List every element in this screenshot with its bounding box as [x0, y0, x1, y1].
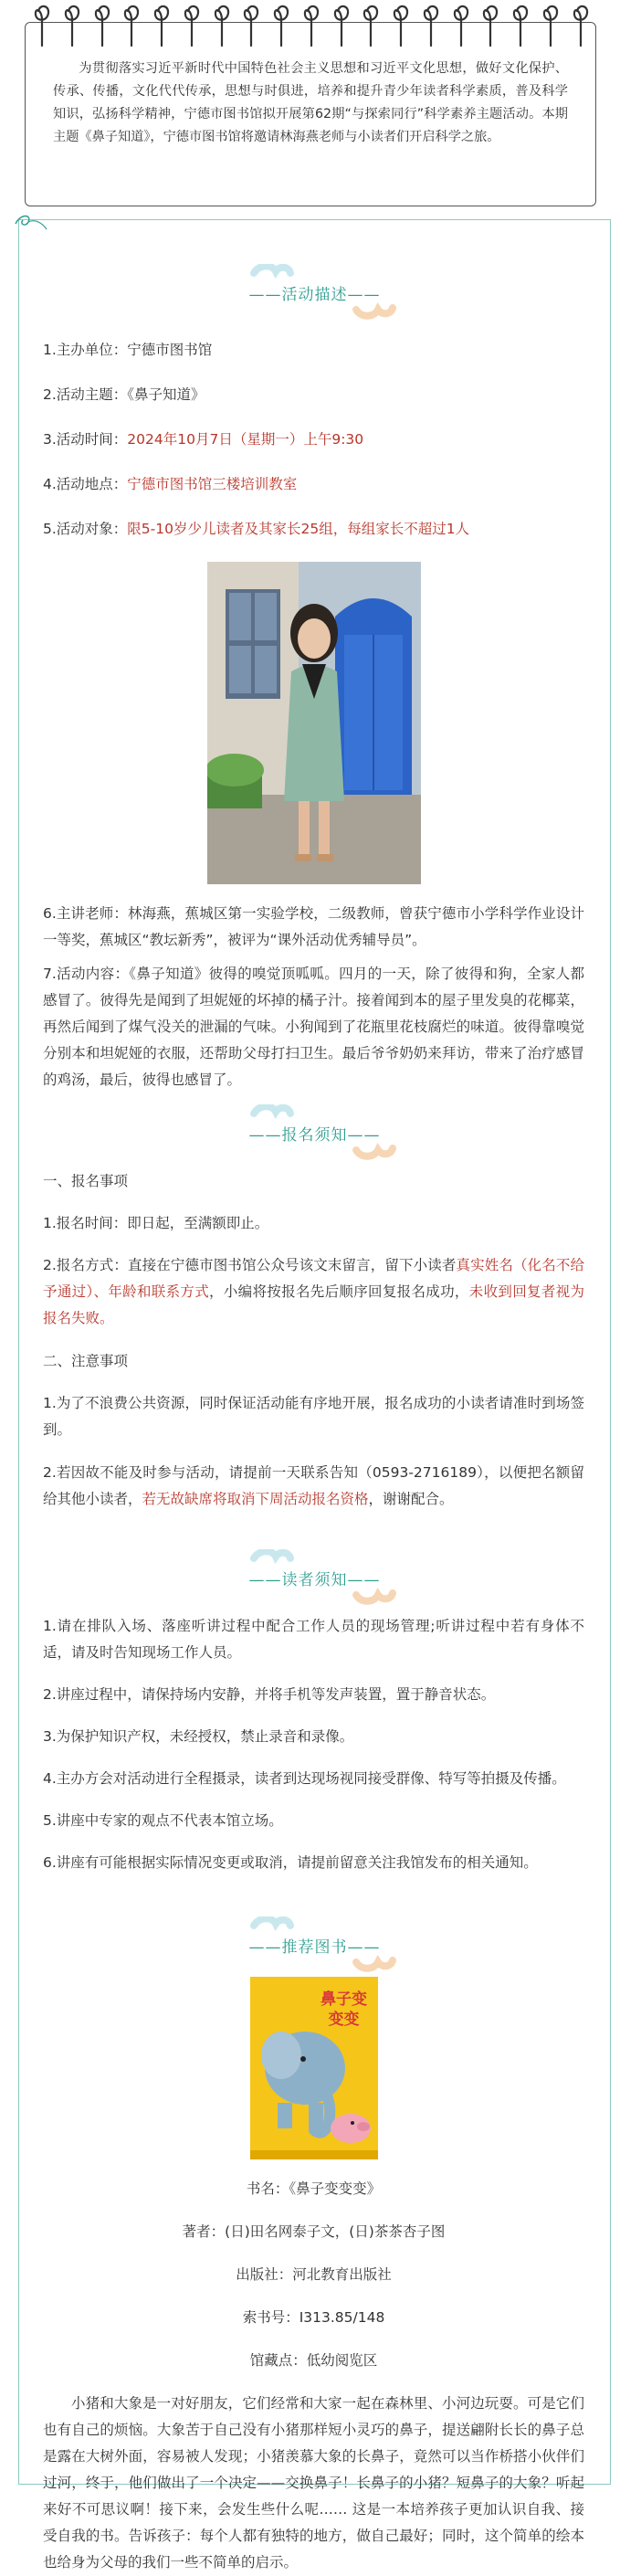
signup-details: [19, 1161, 610, 1513]
activity-heading-banner: [19, 264, 610, 321]
reader-note-5: 5.讲座中专家的观点不代表本馆立场。: [43, 1812, 283, 1829]
corner-swirl-icon: [12, 211, 48, 235]
signup-heading-banner: [19, 1104, 610, 1161]
signup-note-1: 1.为了不浪费公共资源，同时保证活动能有序地开展，报名成功的小读者请准时到场签到。: [43, 1395, 584, 1438]
reader-notes: [19, 1606, 610, 1876]
intro-text: 为贯彻落实习近平新时代中国特色社会主义思想和习近平文化思想，做好文化保护、传承、传播，文化代代传承，思想与时俱进，培养和提升青少年读者科学素质，普及科学知识，弘扬科学精神，宁德市图书馆拟开展第62期“与探索同行”科学素养主题活动。本期主题《鼻子知道》，宁德市图书馆将邀请林海燕老师与小读者们开启科学之旅。: [53, 61, 568, 144]
signup-section-1: 一、报名事项: [43, 1173, 129, 1189]
notebook-rings: [33, 4, 590, 49]
spiral-ring-icon: [33, 4, 51, 49]
spiral-ring-icon: [272, 4, 290, 49]
teacher-photo: [207, 562, 421, 884]
spiral-ring-icon: [122, 4, 141, 49]
signup-note-2: 2.若因故不能及时参与活动，请提前一天联系告知（0593-2716189），以便把名额留给其他小读者，若无故缺席将取消下周活动报名资格，谢谢配合。: [43, 1464, 584, 1507]
book-heading: ——推荐图书——: [248, 1938, 381, 1957]
book-location: 馆藏点：低幼阅览区: [249, 2352, 378, 2369]
book-author: 著者：(日)田名网泰子文，(日)茶茶杏子图: [182, 2223, 446, 2240]
reader-heading-banner: [19, 1549, 610, 1606]
audience-line: 5.活动对象：限5-10岁少儿读者及其家长25组，每组家长不超过1人: [43, 521, 470, 537]
spiral-ring-icon: [481, 4, 499, 49]
theme-line: 2.活动主题：《鼻子知道》: [43, 386, 205, 403]
spiral-ring-icon: [511, 4, 530, 49]
spiral-ring-icon: [93, 4, 111, 49]
reader-note-4: 4.主办方会对活动进行全程摄录，读者到达现场视同接受群像、特写等拍摄及传播。: [43, 1770, 566, 1787]
spiral-ring-icon: [541, 4, 560, 49]
time-line: 3.活动时间：2024年10月7日（星期一）上午9:30: [43, 431, 364, 448]
signup-method: 2.报名方式：直接在宁德市图书馆公众号该文末留言，留下小读者真实姓名（化名不给予通过）、年龄和联系方式，小编将按报名先后顺序回复报名成功，未收到回复者视为报名失败。: [43, 1257, 584, 1326]
spiral-ring-icon: [63, 4, 81, 49]
content-paragraph: 7.活动内容：《鼻子知道》彼得的嗅觉顶呱呱。四月的一天，除了彼得和狗，全家人都感冒了。彼得先是闻到了坦妮娅的坏掉的橘子汁。接着闻到本的屋子里发臭的花椰菜，再然后闻到了煤气没关的泄漏的气味。小狗闻到了花瓶里花枝腐烂的味道。彼得靠嗅觉分别本和坦妮娅的衣服，还帮助父母打扫卫生。最后爷爷奶奶来拜访，带来了治疗感冒的鸡汤，最后，彼得也感冒了。: [43, 966, 584, 1088]
spiral-ring-icon: [242, 4, 260, 49]
reader-note-6: 6.讲座有可能根据实际情况变更或取消，请提前留意关注我馆发布的相关通知。: [43, 1854, 538, 1871]
book-details: [19, 1973, 610, 2576]
spiral-ring-icon: [362, 4, 380, 49]
organizer-line: 1.主办单位：宁德市图书馆: [43, 342, 213, 358]
spiral-ring-icon: [392, 4, 410, 49]
reader-note-3: 3.为保护知识产权，未经授权，禁止录音和录像。: [43, 1728, 354, 1745]
book-publisher: 出版社：河北教育出版社: [236, 2266, 392, 2283]
spiral-ring-icon: [452, 4, 470, 49]
spiral-ring-icon: [183, 4, 201, 49]
activity-details: [19, 321, 610, 1093]
book-heading-banner: [19, 1916, 610, 1973]
book-summary: 小猪和大象是一对好朋友，它们经常和大家一起在森林里、小河边玩耍。可是它们也有自己的烦恼。大象苦于自己没有小猪那样短小灵巧的鼻子，提送翩附长长的鼻子总是露在大树外面，容易被人发现；小猪羡慕大象的长鼻子，竟然可以当作桥搭小伙伴们过河，终于，他们做出了一个决定——交换鼻子！长鼻子的小猪？短鼻子的大象？听起来好不可思议啊！接下来，会发生些什么呢…… 这是一本培养孩子更加认识自我、接受自我的书。告诉孩子：每个人都有独特的地方，做自己最好；同时，这个简单的绘本也给身为父母的我们一些不简单的启示。: [43, 2395, 584, 2571]
signup-time: 1.报名时间：即日起，至满额即止。: [43, 1215, 269, 1231]
book-cover: [250, 1977, 378, 2159]
place-line: 4.活动地点：宁德市图书馆三楼培训教室: [43, 476, 298, 492]
spiral-ring-icon: [213, 4, 231, 49]
spiral-ring-icon: [332, 4, 351, 49]
main-section: [18, 219, 611, 2571]
activity-heading: ——活动描述——: [248, 286, 381, 304]
spiral-ring-icon: [152, 4, 171, 49]
spiral-ring-icon: [572, 4, 590, 49]
speaker-paragraph: 6.主讲老师：林海燕，蕉城区第一实验学校，二级教师，曾获宁德市小学科学作业设计一等奖，蕉城区“教坛新秀”，被评为“课外活动优秀辅导员”。: [43, 905, 584, 948]
spiral-ring-icon: [302, 4, 321, 49]
intro-card: [25, 22, 596, 206]
book-name: 书名：《鼻子变变变》: [246, 2180, 382, 2197]
book-cover-title: 鼻子变变变: [321, 1990, 367, 2029]
spiral-ring-icon: [422, 4, 440, 49]
reader-note-1: 1.请在排队入场、落座听讲过程中配合工作人员的现场管理;听讲过程中若有身体不适，请及时告知现场工作人员。: [43, 1618, 584, 1661]
book-call-number: 索书号：I313.85/148: [242, 2309, 385, 2326]
intro-notebook: [0, 0, 620, 219]
signup-section-2: 二、注意事项: [43, 1353, 129, 1369]
reader-note-2: 2.讲座过程中，请保持场内安静，并将手机等发声装置，置于静音状态。: [43, 1686, 496, 1703]
reader-heading: ——读者须知——: [248, 1571, 381, 1589]
signup-heading: ——报名须知——: [248, 1126, 381, 1145]
